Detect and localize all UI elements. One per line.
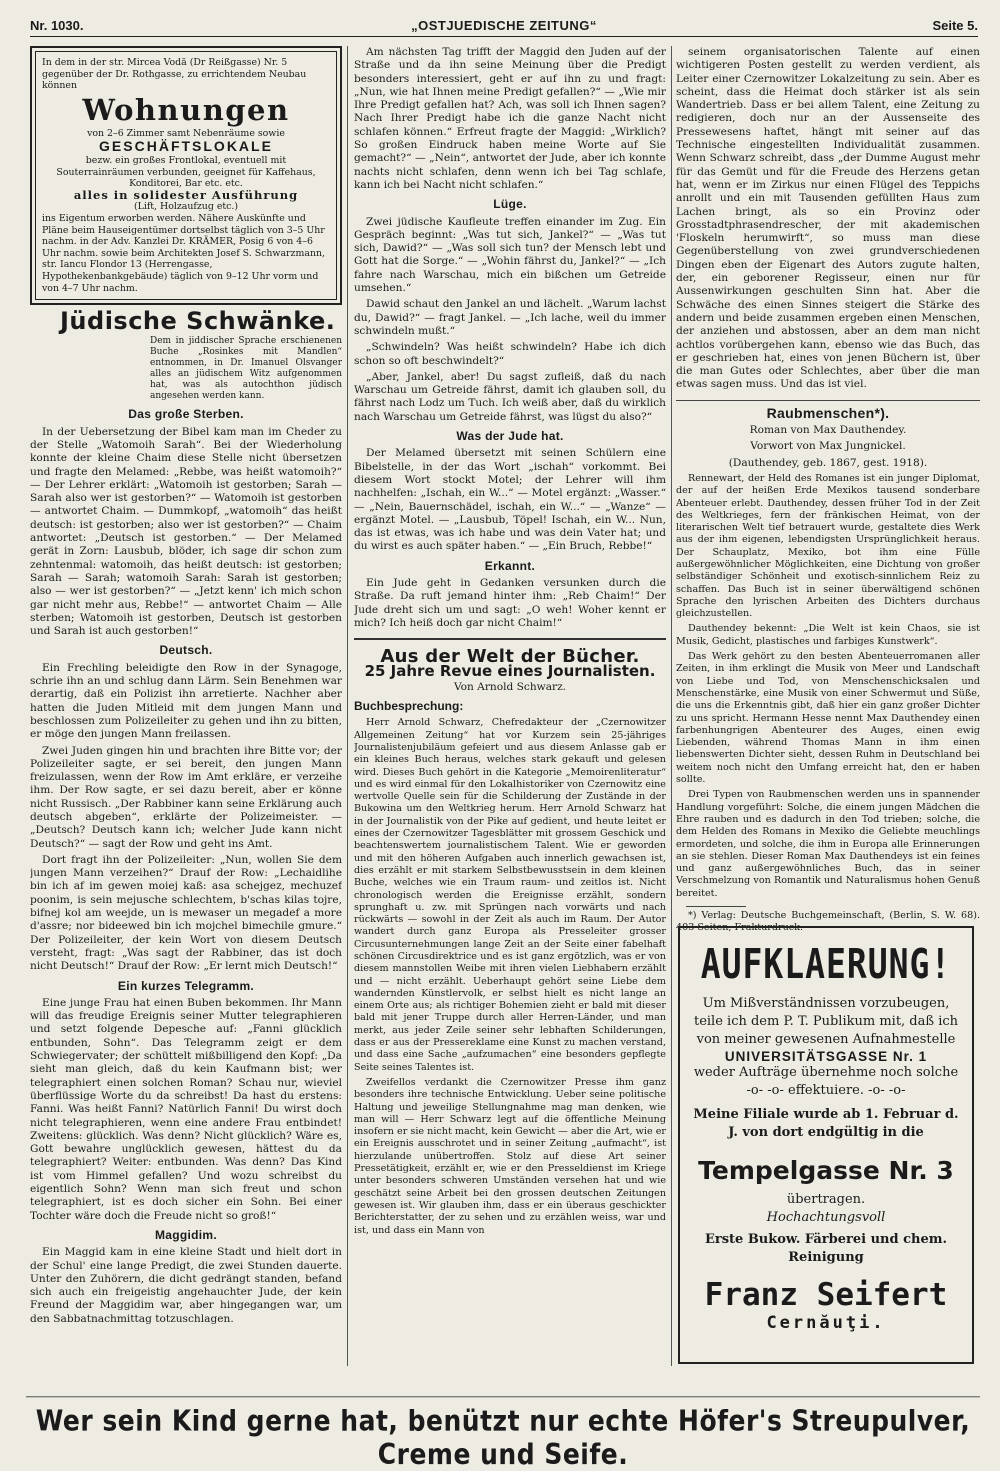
paragraph: seinem organisatorischen Talente auf einen wichtigeren Posten gestellt zu werden verdient, als Leiter einer Czernowitzer Lokalzeitung zu sein. Aber es scheint, dass die Heimat doch stärker ist als sein Wandertrieb. Dass er bei allem Talent, eine Zeitung zu redigieren, doch nur an der Aussenseite des Pressewesens haftet, hängt mit seiner auf das Technische eingestellten Individualität zusammen. Wenn Schwarz schreibt, dass „der Dumme August mehr für das Gemüt und für die Freude des Herzens getan hat, wenn er im Zirkus nur einen Flügel des Teppichs anrollt und ein mit Tausenden gefüllten Haus zum Lachen bringt, als so ein Provinz oder Grosstadtphrasendrescher, der mit akademischen 'Floskeln herumwirft“, so muss man diese Gegenüberstellung von zwei grundverschiedenen Dingen eben der Eigenart des Autors zugute halten, der, ein geborener Regisseur, einen nur für Aussenwirkungen geschulten Sinn hat. Aber die Schwäche des einen Sinnes steigert die Stärke des andern und beide zusammen ergeben einen Menschen, der anziehen und abstossen, aber an dem man nicht achtlos vorübergehen kann, ebenso wie das Buch, das er geschrieben hat, eines von jenen Büchern ist, über die man Gutes oder Schlechtes, aber über die man etwas sagen muss. Und das ist viel. (676, 46, 980, 391)
ad-body: ins Eigentum erworben werden. Nähere Auskünfte und Pläne beim Hauseigentümer dortselbst täglich von 3–5 Uhr nachm. in der Adv. Kanzlei Dr. KRÄMER, Posig 6 von 4–6 Uhr nachm. sowie beim Architekten Josef S. Schwarzmann, str. Iancu Flondor 13 (Herrengasse, Hypothekenbankgebäude) täglich von 9–12 Uhr vorm und von 4–7 Uhr nachm. (42, 212, 325, 294)
paragraph: In der Uebersetzung der Bibel kam man im Cheder zu der Stelle „Watomoih Sarah“. Bei der Wiederholung konnte der kleine Chaim diese Stelle nicht übersetzen und fragte den Melamed: „Rebbe, was heißt watomoih?“ — Der Lehrer erklärt: „Watomoih ist gestorben; Sarah — Sarah also wer ist gestorben?“ — Watomoih ist gestorben — antwortet Chaim. — Dummkopf, „watomoih“ das heißt deutsch: ist gestorben; also wer ist gestorben?“ — Chaim antwortet: „Deutsch ist gestorben.“ — Der Melamed gerät in Zorn: Lausbub, blöder, ich sage dir schon zum zehntenmal: watomoih, das heißt deutsch: ist gestorben; Sarah — Sarah; watomoih Sarah: Sarah ist gestorben; also — wer ist gestorben?“ — „Jetzt kenn' ich mich schon gar nicht mehr aus, Rebbe!“ — antwortet Chaim — Alle sterben; Watomoih ist gestorben, Deutsch ist gestorben und Sarah ist auch gestorben!“ (30, 425, 342, 638)
ad-text4: Meine Filiale wurde ab 1. Februar d. J. von dort endgültig in die (693, 1107, 959, 1140)
paragraph: Ein Jude geht in Gedanken versunken durch die Straße. Da ruft jemand hinter ihm: „Reb Chaim!“ Der Jude dreht sich um und sagt: „O weh! Woher kennt er mich? Ich heiß doch gar nicht Chaim!“ (354, 576, 666, 629)
books-section (354, 638, 666, 1237)
ad-company: Erste Bukow. Färberei und chem. Reinigung (704, 1232, 948, 1265)
ad-sub1: von 2–6 Zimmer samt Nebenräume sowie (87, 127, 285, 139)
ad-bold: alles in solidester Ausführung (73, 187, 299, 202)
ad-seifert (678, 926, 974, 1364)
ad-text6: Hochachtungsvoll (766, 1210, 886, 1225)
page-number: Seite 5. (932, 18, 978, 33)
column-divider (671, 46, 672, 1366)
divider (676, 400, 980, 401)
schwaenke-intro: Dem in jiddischer Sprache erschienenen Buche „Rosinkes mit Mandlen“ entnommen, in Dr. Imanuel Olsvanger alles an jüdischem Witz aufgenommen hat, was als autochthon jüdisch angesehen werden kann. (150, 336, 342, 402)
page-header (30, 14, 978, 37)
ad-text1: Um Mißverständnissen vorzubeugen, teile ich dem P. T. Publikum mit, daß ich von meiner gewesenen Aufnahmestelle (693, 996, 959, 1047)
ad-text2: weder Aufträge übernehme noch solche (693, 1065, 959, 1080)
paragraph: Rennewart, der Held des Romanes ist ein junger Diplomat, der auf der heißen Erde Mexikos tausend sonderbare Abenteuer erlebt. Dauthendey, dessen früher Tod in der Zeit des Weltkrieges, fern der fränkischen Heimat, von der literarischen Welt tief betrauert wurde, gestaltete dies Werk aus der ihm eigenen, lebendigsten Ursprünglichkeit heraus. Der Schauplatz, Mexiko, bot ihm eine Fülle außergewöhnlicher Möglichkeiten, eine Dichtung von großer selbständiger Schönheit und exotisch-sinnlichem Reiz zu schaffen. Das Buch ist in seiner überwältigend schönen Sprache den lyrischen Arbeiten des Dichters durchaus gleichzustellen. (676, 472, 980, 620)
ad-headline: Wohnungen (82, 92, 290, 127)
schwaenke-title: Jüdische Schwänke. (60, 307, 336, 336)
paragraph: Ein Maggid kam in eine kleine Stadt und hielt dort in der Schul' eine lange Predigt, die zwei Stunden dauerte. Unter den Zuhörern, die dicht gedrängt standen, befand sich auch ein freigeistig angehauchter Jude, der kein Freund der Maggidim war, aber hingegangen war, um den Sabbatnachmittag totzuschlagen. (30, 1246, 342, 1325)
paragraph: „Aber, Jankel, aber! Du sagst zufleiß, daß du nach Warschau um Getreide fährst, damit ich glauben soll, du fährst nach Lodz um Tuch. Ich weiß aber, daß du wirklich nach Warschau um Getreide fährst, was lügst du also?“ (354, 370, 666, 423)
raubmenschen-sub3: (Dauthendey, geb. 1867, gest. 1918). (728, 456, 928, 469)
ad-lift: (Lift, Holzaufzug etc.) (133, 201, 239, 213)
column-2 (354, 46, 666, 1364)
issue-number: Nr. 1030. (30, 18, 84, 33)
ad-text5: übertragen. (786, 1192, 866, 1207)
ad-city: Cernăuţi. (766, 1313, 886, 1333)
paragraph: Herr Arnold Schwarz, Chefredakteur der „Czernowitzer Allgemeinen Zeitung“ hat vor Kurzem sein 25-jähriges Journalistenjubiläum gefeiert und aus diesem Anlasse gab er ein kleines Buch heraus, welches stark gekauft und gelesen wird. Dieses Buch gehört in die Kategorie „Memoirenliteratur“ und es wird einmal für den Lokalhistoriker von Czernowitz eine wertvolle Quelle sein für die Schilderung der Zustände in der Bukowina um den Weltkrieg herum. Herr Arnold Schwarz hat in der Journalistik von der Pike auf gedient, und heute leitet er eines der Czernowitzer Tagesblätter mit grossem Geschick und beachtenswertem journalistischem Talent. Wie er geworden und mit den höheren Aufgaben auch innerlich gewachsen ist, dies erzählt er mit starkem Selbstbewusstsein in dem kleinen Buche, welches wie ein Traum raum- und zeitlos ist. Nicht chronologisch werden die Ereignisse erzählt, sondern sprunghaft u. zw. mit Sprüngen nach vorwärts und nach rückwärts — sowohl in der Zeit als auch im Raum. Der Autor wandert durch ganz Europa als Presseleiter grosser Circusunternehmungen lange Zeit an der Seite einer fabelhaft schönen Circusdirektrice und es ist ganz ergötzlich, was er von diesem mannstollen Weibe mit ihren vielen Liebhabern erzählt und — nicht erzählt. Ueberhaupt gehört seine Liebe dem wandernden Künstlervolk, er selbst hielt es nicht lange an einem Orte aus; als richtiger Bohemien zieht er bald mit dieser bald mit jener Truppe durch aller Herren-Länder, und man merkt, aus jeder Zeile seiner sehr lebhaften Schilderungen, dass er aus der Pressereklame eine Kunst zu machen verstand, und dass eine Sache „aufzumachen“ eine besonders gepflegte Seite seines Talentes ist. (354, 717, 666, 1073)
heading-maggidim: Maggidim. (154, 1227, 218, 1242)
heading-sterben: Das große Sterben. (128, 407, 244, 422)
review-label: Buchbesprechung: (354, 699, 464, 714)
ad-wohnungen (30, 46, 342, 305)
raubmenschen-sub1: Roman von Max Dauthendey. (749, 424, 907, 437)
paragraph: Eine junge Frau hat einen Buben bekommen. Ihr Mann will das freudige Ereignis seiner Mutter telegraphieren und setzt folgende Depesche auf: „Fanni glücklich entbunden, Sohn“. Das Telegramm zeigt er dem Schwiegervater; der schüttelt mißbilligend den Kopf: „Da sieht man gleich, daß du kein Kaufmann bist; wer telegraphiert einen solchen Roman? Schau nur, wieviel überflüssige Worte du da schreibst! Da hast du erstens: Fanni. Was heißt Fanni? Natürlich Fanni! Du wirst doch nicht telegraphieren, wenn eine andere Frau entbindet! Zweitens: glücklich. Was denn? Nicht glücklich? Wäre es, Gott bewahre unglücklich gewesen, hättest du da telegraphiert? Weiter: entbunden. Was denn? Das Kind ist vom Himmel gefallen? Und wozu schreibst du eigentlich Sohn? Wenn man sich freut und schon telegraphiert, ist es doch sicher ein Sohn. Bei einer Tochter wäre doch die Freude nicht so groß!“ (30, 996, 342, 1222)
heading-deutsch: Deutsch. (159, 643, 213, 658)
ad-intro: In dem in der str. Mircea Vodă (Dr Reißgasse) Nr. 5 gegenüber der Dr. Rothgasse, zu errichtendem Neubau können (42, 57, 307, 92)
column-1 (30, 46, 342, 1364)
paragraph: Dauthendey bekennt: „Die Welt ist kein Chaos, sie ist Musik, Gedicht, plastisches und farbiges Kunstwerk“. (676, 623, 980, 647)
paragraph: Ein Frechling beleidigte den Row in der Synagoge, schrie ihn an und schlug dann Lärm. Sein Benehmen war derartig, daß ein Polizist ihn arretierte. Nachher aber hatten die Juden Mitleid mit dem jungen Mann und beschlossen zum Polizeileiter zu gehen und ihn zu bitten, er möge den jungen Mann freilassen. (30, 661, 342, 741)
section-subtitle: 25 Jahre Revue eines Journalisten. (364, 662, 656, 681)
author: Von Arnold Schwarz. (453, 680, 567, 693)
ad-sub2: bezw. ein großes Frontlokal, eventuell mit Souterrainräumen verbunden, geeignet für Kaffehaus, Konditorei, Bar etc. etc. (56, 154, 316, 190)
heading-jude-hat: Was der Jude hat. (456, 429, 564, 444)
raubmenschen-sub2: Vorwort von Max Jungnickel. (750, 440, 906, 453)
heading-luege: Lüge. (493, 197, 527, 212)
ad-street1: UNIVERSITÄTSGASSE Nr. 1 (724, 1049, 928, 1064)
ad-text3: -o- -o- effektuiere. -o- -o- (746, 1083, 906, 1098)
paragraph: Der Melamed übersetzt mit seinen Schülern eine Bibelstelle, in der das Wort „ischah“ vorkommt. Bei diesem Wort stockt Motel; der Lehrer will ihm nachhelfen: „Ischah, ein W...“ — Motel ergänzt: „Wasser.“ — „Nein, Bauernschädel, ischah, ein W...“ — „Wanze“ — ergänzt Motel. — „Lausbub, Töpel! Ischah, ein W... Nun, das ist etwas, was ich habe und was dein Vater hat; und du wirst es auch später haben.“ — „Ein Bruch, Rebbe!“ (354, 447, 666, 553)
footnote-rule (686, 906, 746, 907)
ad-name: Franz Seifert (704, 1277, 948, 1313)
paragraph: „Schwindeln? Was heißt schwindeln? Habe ich dich schon so oft beschwindelt?“ (354, 341, 666, 367)
footnote: *) Verlag: Deutsche Buchgemeinschaft, (Berlin, S. W. 68). 403 Seiten, Frakturdruck. (676, 910, 980, 934)
newspaper-title: „OSTJUEDISCHE ZEITUNG“ (411, 18, 597, 33)
paragraph: Drei Typen von Raubmenschen werden uns in spannender Handlung vorgeführt: Solche, die einem jungen Mädchen die Ehre rauben und es dadurch in den Tod trieben; solche, die dem Helden des Romans in Mexiko die Geliebte meuchlings ermordeten, und solche, die ihm in Europa alle Erinnerungen an sie stehlen. Dieser Roman Max Dauthendeys ist ein feines und ganz außergewöhnliches Buch, das in seiner Verschmelzung von Romantik und Naturalismus hohen Genuß bereitet. (676, 789, 980, 899)
paragraph: Zwei jüdische Kaufleute treffen einander im Zug. Ein Gespräch beginnt: „Was tut sich, Jankel?“ — „Was tut sich, Dawid?“ — „Was soll sich tun? der Mensch lebt und Gott hat die Sorge.“ — „Wohin fährst du, Jankel?“ — „Ich fahre nach Warschau, mich ein bißchen um Getreide umsehen.“ (354, 215, 666, 295)
paragraph: Dawid schaut den Jankel an und lächelt. „Warum lachst du, Dawid?“ — fragt Jankel. — „Ich lache, weil du immer schwindeln mußt.“ (354, 298, 666, 337)
ad-headline2: GESCHÄFTSLOKALE (99, 138, 273, 155)
paragraph: Zwei Juden gingen hin und brachten ihre Bitte vor; der Polizeileiter sagte, er sei bereit, den jungen Mann freizulassen, wenn der Row im Amt erkläre, er verzeihe ihm. Der Row sagte, er sei dazu bereit, aber er könne nicht Russisch. „Der Rabbiner kann seine Erklärung auch deutsch abgeben“, erklärte der Polizeimeister. — „Deutsch? Deutsch kann ich; welcher Jude kann nicht Deutsch?“ — sagt der Row und geht ins Amt. (30, 744, 342, 850)
section-title: Aus der Welt der Bücher. (380, 646, 640, 668)
footer-ad: Wer sein Kind gerne hat, benützt nur echte Höfer's Streupulver, Creme und Seife. (26, 1396, 980, 1455)
paragraph: Zweifellos verdankt die Czernowitzer Presse ihm ganz besonders ihre technische Entwicklung. Ueber seine politische Haltung und jeweilige Stellungnahme mag man denken, wie man will — Herr Schwarz legt auf die öffentliche Meinung insofern er sie nicht macht, kein Gewicht — aber die Art, wie er ein Ereignis ausschrotet und in seiner Zeitung „aufmacht“, ist hierzulande unübertroffen. Stolz auf diese Art seiner Pressetätigkeit, erzählt er, wie er den Presseldienst im Kriege unter besonders schweren Umständen versehen hat und wie geschätzt seine Arbeit bei den grossen deutschen Zeitungen gewesen ist. Wir glauben ihm, dass er ein überaus geschickter Berichterstatter, der zu sehen und zu erzählen weiss, war und ist, und dass ein Mann von (354, 1076, 666, 1236)
paragraph: Das Werk gehört zu den besten Abenteuerromanen aller Zeiten, in ihm erklingt die Musik von Meer und Landschaft von Liebe und Tod, von Menschenschicksalen und Menschenstärke, eine Musik von einer Schwermut und Süße, die uns die Erkenntnis gibt, daß hier ein ganz großer Dichter zu uns spricht. Hermann Hesse nennt Max Dauthendey einen farbenhungrigen Abenteurer des Auges, einen ewig Liebenden, während Thomas Mann in ihm einen liebenswerten Dichter sieht, dessen Ruhm in Deutschland bei weitem noch nicht den Umfang erreicht hat, den er haben sollte. (676, 651, 980, 786)
ad-street2: Tempelgasse Nr. 3 (698, 1156, 954, 1185)
heading-telegramm: Ein kurzes Telegramm. (117, 978, 255, 993)
ad-title: AUFKLAERUNG! (700, 939, 952, 988)
raubmenschen-title: Raubmenschen*). (766, 404, 890, 421)
paragraph: Dort fragt ihn der Polizeileiter: „Nun, wollen Sie dem jungen Mann verzeihen?“ Drauf der Row: „Lechaidlihe bin ich af im gewen moiej kaß: asa schejgez, mechuzef poonim, is sein mejusche schlechtem, b'schas kilas tojre, bifnej kol am weejde, un is mewaser un megadef a more d'assre; nor bideewed bin ich mojchel bimechile gmure.“ Der Polizeileiter, der kein Wort von diesem Deutsch versteht, fragt: „Was sagt der Rabbiner, das ist doch nicht Deutsch!“ Drauf der Row: „Er lernt mich Deutsch!“ (30, 853, 342, 973)
column-divider (347, 46, 348, 1366)
paragraph: Am nächsten Tag trifft der Maggid den Juden auf der Straße und da ihn seine Meinung über die Predigt besonders interessiert, geht er auf ihn zu und fragt: „Nun, wie hat Ihnen meine Predigt gefallen?“ — „Wie mir Ihre Predigt gefallen hat? Ach, was soll ich Ihnen sagen? Nach Ihrer Predigt habe ich die ganze Nacht nicht schlafen können.“ Erfreut fragte der Maggid: „Wirklich? So großen Eindruck haben meine Worte auf Sie gemacht?“ — „Nein“, antwortet der Jude, aber ich konnte nachts nicht schlafen, denn wenn ich bei Tag schlafe, kann ich bei Nacht nicht schlafen.“ (354, 46, 666, 191)
heading-erkannt: Erkannt. (484, 558, 536, 573)
